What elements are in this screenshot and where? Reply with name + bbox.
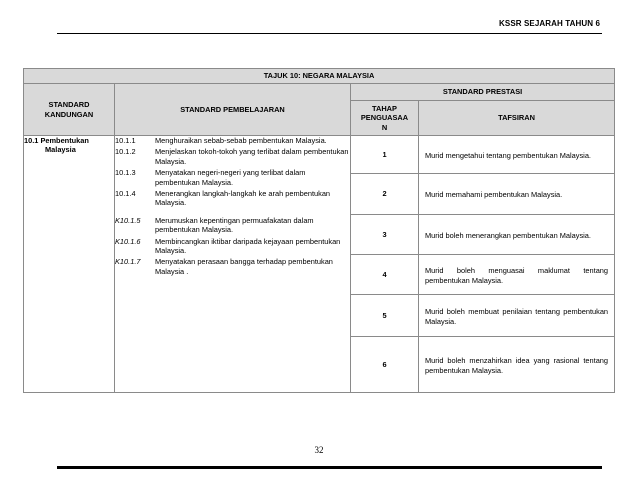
tafsiran-value: Murid boleh menguasai maklumat tentang pembentukan Malaysia. — [419, 255, 615, 295]
standard-kandungan-line2: Malaysia — [45, 145, 76, 155]
tahap-value: 6 — [351, 337, 419, 393]
footer-divider — [57, 466, 602, 469]
standard-kandungan-cell — [24, 136, 115, 393]
pembelajaran-code: K10.1.6 — [115, 236, 141, 246]
tahap-value: 1 — [351, 136, 419, 174]
tahap-value: 5 — [351, 295, 419, 337]
pembelajaran-code: 10.1.1 — [115, 136, 136, 145]
pembelajaran-text: Menjelaskan tokoh-tokoh yang terlibat dalam pembentukan Malaysia. — [155, 147, 349, 166]
list-item — [115, 168, 350, 187]
pembelajaran-code: K10.1.5 — [115, 215, 141, 225]
pembelajaran-text: Membincangkan iktibar daripada kejayaan pembentukan Malaysia. — [155, 236, 341, 256]
header-divider — [57, 33, 602, 34]
standard-kandungan-line1: 10.1 Pembentukan — [24, 136, 89, 145]
tafsiran-value: Murid memahami pembentukan Malaysia. — [419, 174, 615, 215]
list-item — [115, 189, 350, 208]
tafsiran-value: Murid boleh membuat penilaian tentang pembentukan Malaysia. — [419, 295, 615, 337]
tafsiran-value: Murid mengetahui tentang pembentukan Malaysia. — [419, 136, 615, 174]
document-header-title: KSSR SEJARAH TAHUN 6 — [499, 19, 600, 28]
list-item — [115, 147, 350, 166]
header-tahap-penguasaan: TAHAP PENGUASAA N — [351, 101, 419, 136]
page-number: 32 — [314, 445, 324, 455]
pembelajaran-text: Merumuskan kepentingan permuafakatan dalam pembentukan Malaysia. — [155, 215, 314, 235]
list-item — [115, 216, 350, 235]
list-item — [115, 136, 350, 145]
header-tafsiran: TAFSIRAN — [419, 101, 615, 136]
list-item — [115, 257, 350, 276]
tahap-value: 3 — [351, 215, 419, 255]
tahap-value: 4 — [351, 255, 419, 295]
pembelajaran-code: K10.1.7 — [115, 257, 141, 267]
list-item — [115, 237, 350, 256]
pembelajaran-code: 10.1.3 — [115, 168, 136, 178]
tafsiran-value: Murid boleh menzahirkan idea yang rasional tentang pembentukan Malaysia. — [419, 337, 615, 393]
pembelajaran-text: Menghuraikan sebab-sebab pembentukan Malaysia. — [155, 136, 327, 145]
tafsiran-value: Murid boleh menerangkan pembentukan Malaysia. — [419, 215, 615, 255]
header-standard-prestasi: STANDARD PRESTASI — [351, 84, 615, 101]
pembelajaran-text: Menyatakan negeri-negeri yang terlibat dalam pembentukan Malaysia. — [155, 168, 306, 187]
pembelajaran-code: 10.1.2 — [115, 147, 136, 157]
table-title: TAJUK 10: NEGARA MALAYSIA — [24, 69, 615, 84]
pembelajaran-text: Menerangkan langkah-langkah ke arah pembentukan Malaysia. — [155, 189, 331, 208]
header-standard-kandungan: STANDARD KANDUNGAN — [24, 84, 115, 136]
standard-pembelajaran-cell — [115, 136, 351, 393]
curriculum-table — [23, 68, 615, 393]
pembelajaran-code: 10.1.4 — [115, 189, 136, 199]
pembelajaran-text: Menyatakan perasaan bangga terhadap pembentukan Malaysia . — [155, 257, 333, 276]
tahap-value: 2 — [351, 174, 419, 215]
header-standard-pembelajaran: STANDARD PEMBELAJARAN — [115, 84, 351, 136]
